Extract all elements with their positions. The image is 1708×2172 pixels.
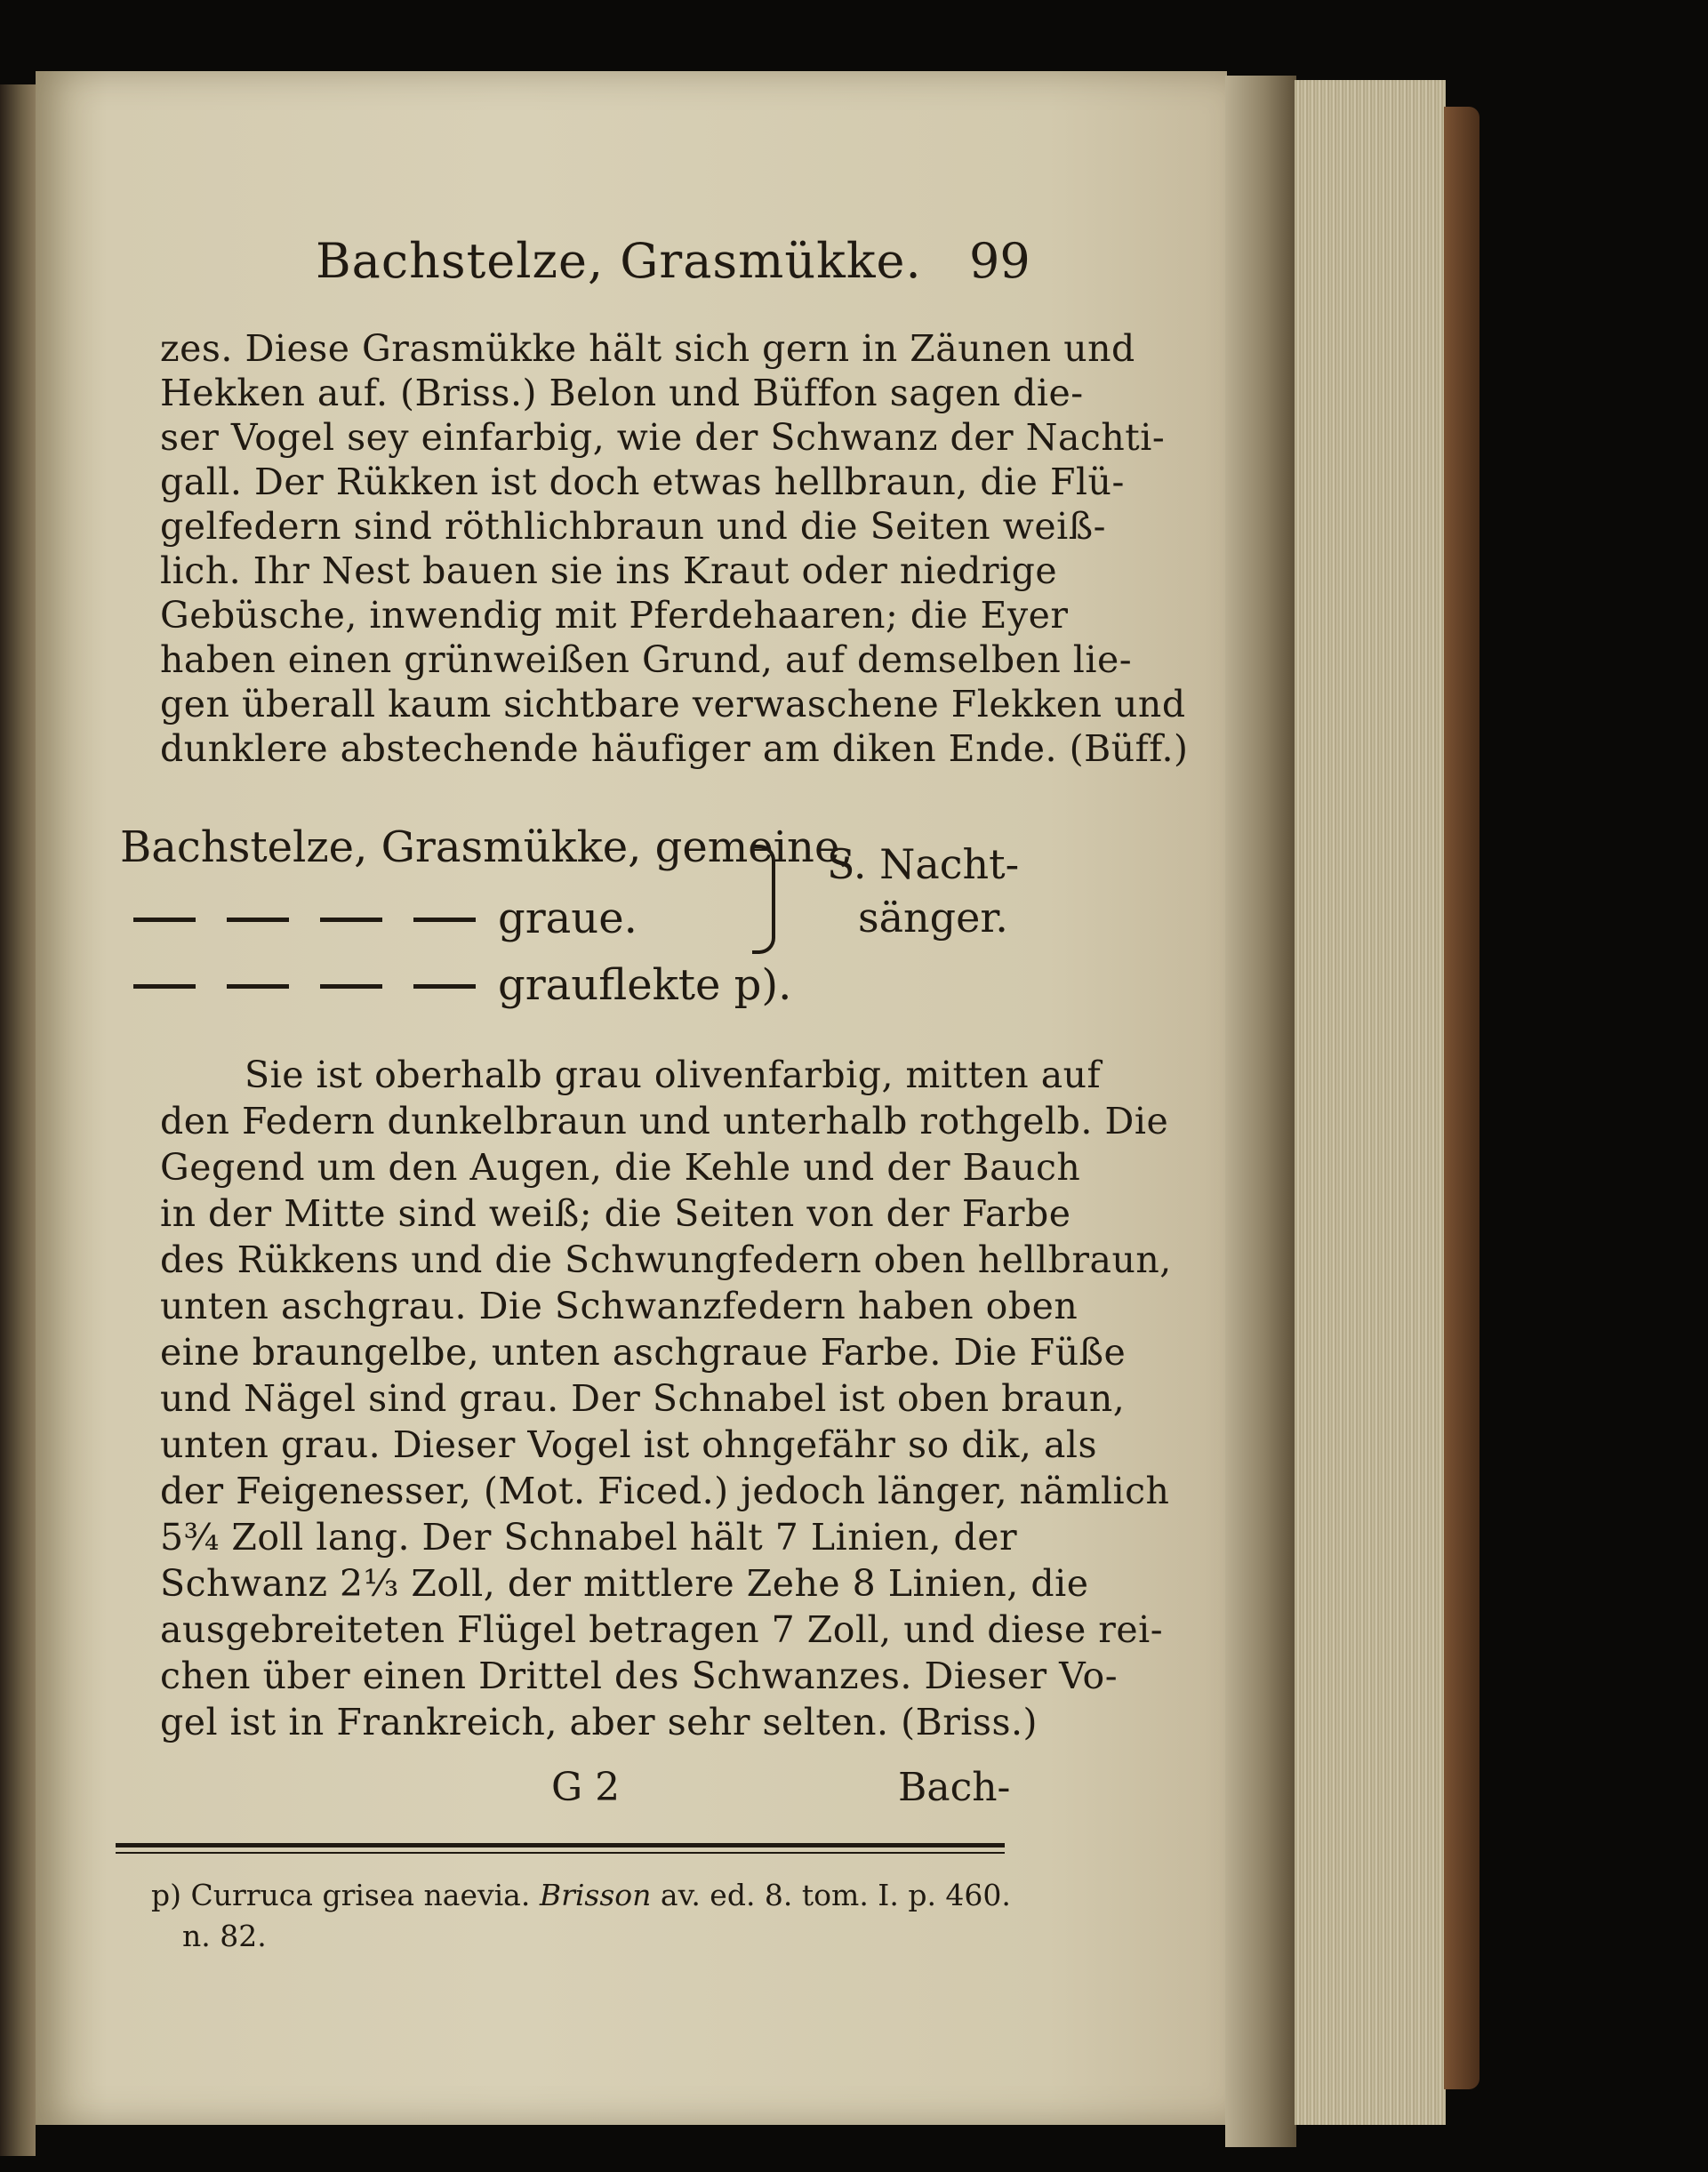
entry-heading-common: Bachstelze, Grasmükke, gemeine,: [120, 822, 854, 872]
paragraph2-line: 5¾ Zoll lang. Der Schnabel hält 7 Linien, der: [160, 1516, 1018, 1559]
paragraph1-line: ser Vogel sey einfarbig, wie der Schwanz der Nachti-: [160, 416, 1166, 459]
paragraph2-line: unten grau. Dieser Vogel ist ohngefähr so dik, als: [160, 1423, 1098, 1466]
ditto-dash: [413, 984, 476, 989]
paragraph2-line: unten aschgrau. Die Schwanzfedern haben oben: [160, 1285, 1079, 1327]
ditto-dash: [320, 918, 382, 922]
paragraph2-line: Schwanz 2⅓ Zoll, der mittlere Zehe 8 Linien, die: [160, 1562, 1089, 1605]
paragraph1-line: haben einen grünweißen Grund, auf demselben lie-: [160, 638, 1133, 681]
ditto-dash: [320, 984, 382, 989]
ditto-dash: [227, 918, 289, 922]
footnote-rule: [116, 1843, 1005, 1847]
page-gutter: [1225, 76, 1296, 2147]
footnote-rule-thin: [116, 1852, 1005, 1854]
footnote-citation: Brisson: [539, 1878, 652, 1912]
paragraph2-line: in der Mitte sind weiß; die Seiten von der Farbe: [160, 1192, 1071, 1235]
paragraph2-line: chen über einen Drittel des Schwanzes. Dieser Vo-: [160, 1655, 1119, 1697]
book-cover: [1444, 107, 1479, 2089]
paragraph2-line: Gegend um den Augen, die Kehle und der Bauch: [160, 1146, 1081, 1189]
paragraph2-line: ausgebreiteten Flügel betragen 7 Zoll, und diese rei-: [160, 1608, 1164, 1651]
paragraph1-line: Gebüsche, inwendig mit Pferdehaaren; die Eyer: [160, 594, 1069, 637]
running-title: Bachstelze, Grasmükke.: [316, 233, 922, 289]
footnote-line1: [151, 1878, 1011, 1912]
paragraph2-line: und Nägel sind grau. Der Schnabel ist oben braun,: [160, 1377, 1126, 1420]
page-edges: [1295, 80, 1446, 2125]
page-number: 99: [969, 233, 1030, 289]
footnote-text: p) Curruca grisea naevia.: [151, 1878, 531, 1912]
paragraph1-line: dunklere abstechende häufiger am diken Ende. (Büff.): [160, 727, 1189, 770]
footnote-text-end: av. ed. 8. tom. I. p. 460.: [660, 1878, 1011, 1912]
paragraph2-line: eine braungelbe, unten aschgraue Farbe. Die Füße: [160, 1331, 1127, 1374]
paragraph1-line: gelfedern sind röthlichbraun und die Seiten weiß-: [160, 505, 1106, 548]
entry-heading-grey: graue.: [498, 894, 637, 943]
cross-reference: S. Nacht-: [827, 840, 1020, 888]
paragraph2-line: Sie ist oberhalb grau olivenfarbig, mitten auf: [245, 1054, 1102, 1096]
paragraph2-line: den Federn dunkelbraun und unterhalb rothgelb. Die: [160, 1100, 1169, 1142]
paragraph2-line: gel ist in Frankreich, aber sehr selten. (Briss.): [160, 1701, 1038, 1743]
entry-heading-spotted: grauflekte p).: [498, 960, 792, 1010]
paragraph1-line: gen überall kaum sichtbare verwaschene Flekken und: [160, 683, 1186, 725]
ditto-dash: [227, 984, 289, 989]
paragraph2-line: des Rükkens und die Schwungfedern oben hellbraun,: [160, 1238, 1172, 1281]
cross-reference-cont: sänger.: [858, 894, 1008, 942]
facing-page-edge: [0, 84, 36, 2156]
ditto-dash: [413, 918, 476, 922]
brace: [752, 845, 775, 954]
paragraph1-line: gall. Der Rükken ist doch etwas hellbraun, die Flü-: [160, 461, 1125, 503]
paragraph1-line: Hekken auf. (Briss.) Belon und Büffon sagen die-: [160, 372, 1084, 414]
paragraph1-line: lich. Ihr Nest bauen sie ins Kraut oder niedrige: [160, 549, 1058, 592]
ditto-dash: [133, 918, 196, 922]
ditto-dash: [133, 984, 196, 989]
footnote-line2: n. 82.: [182, 1919, 267, 1953]
paragraph1-line: zes. Diese Grasmükke hält sich gern in Zäunen und: [160, 327, 1135, 370]
catchword: Bach-: [898, 1765, 1011, 1810]
signature-mark: G 2: [551, 1765, 621, 1810]
paragraph2-line: der Feigenesser, (Mot. Ficed.) jedoch länger, nämlich: [160, 1470, 1170, 1512]
